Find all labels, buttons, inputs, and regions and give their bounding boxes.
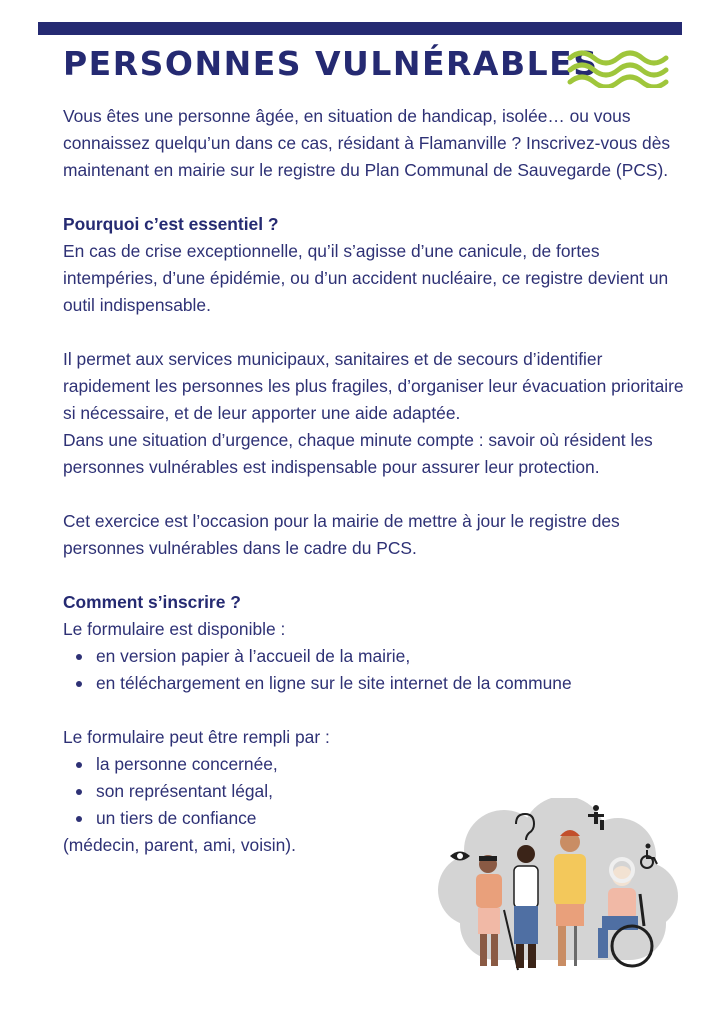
list-item: son représentant légal, — [96, 778, 688, 805]
wave-decoration-icon — [566, 48, 676, 88]
why-paragraph-3: Dans une situation d’urgence, chaque minute compte : savoir où résident les personnes vulnérables est indispensable pour assurer leur protection. — [63, 430, 653, 477]
list-item: la personne concernée, — [96, 751, 688, 778]
why-paragraph-2: Il permet aux services municipaux, sanitaires et de secours d’identifier rapidement les personnes les plus fragiles, d’organiser leur évacuation prioritaire si nécessaire, et de leur apporter une aide adaptée. — [63, 349, 684, 423]
how-heading: Comment s’inscrire ? — [63, 592, 241, 612]
intro-paragraph: Vous êtes une personne âgée, en situation de handicap, isolée… ou vous connaissez quelqu’un dans ce cas, résidant à Flamanville ? Inscrivez-vous dès maintenant en mairie sur le registre du Plan Communal de Sauvegarde (PCS). — [63, 106, 671, 180]
available-list — [63, 643, 688, 697]
top-bar — [38, 22, 682, 35]
list-item: en téléchargement en ligne sur le site internet de la commune — [96, 670, 688, 697]
available-label: Le formulaire est disponible : — [63, 619, 286, 639]
filled-label: Le formulaire peut être rempli par : — [63, 727, 330, 747]
main-content — [63, 103, 688, 859]
list-item: en version papier à l’accueil de la mairie, — [96, 643, 688, 670]
list-item: un tiers de confiance — [96, 805, 688, 832]
filled-note: (médecin, parent, ami, voisin). — [63, 835, 296, 855]
why-paragraph-4: Cet exercice est l’occasion pour la mairie de mettre à jour le registre des personnes vulnérables dans le cadre du PCS. — [63, 511, 620, 558]
why-paragraph-1: En cas de crise exceptionnelle, qu’il s’agisse d’une canicule, de fortes intempéries, d’une épidémie, ou d’un accident nucléaire, ce registre devient un outil indispensable. — [63, 241, 669, 315]
page-title: PERSONNES VULNÉRABLES — [63, 44, 599, 83]
why-heading: Pourquoi c’est essentiel ? — [63, 214, 279, 234]
people-illustration — [426, 798, 686, 978]
